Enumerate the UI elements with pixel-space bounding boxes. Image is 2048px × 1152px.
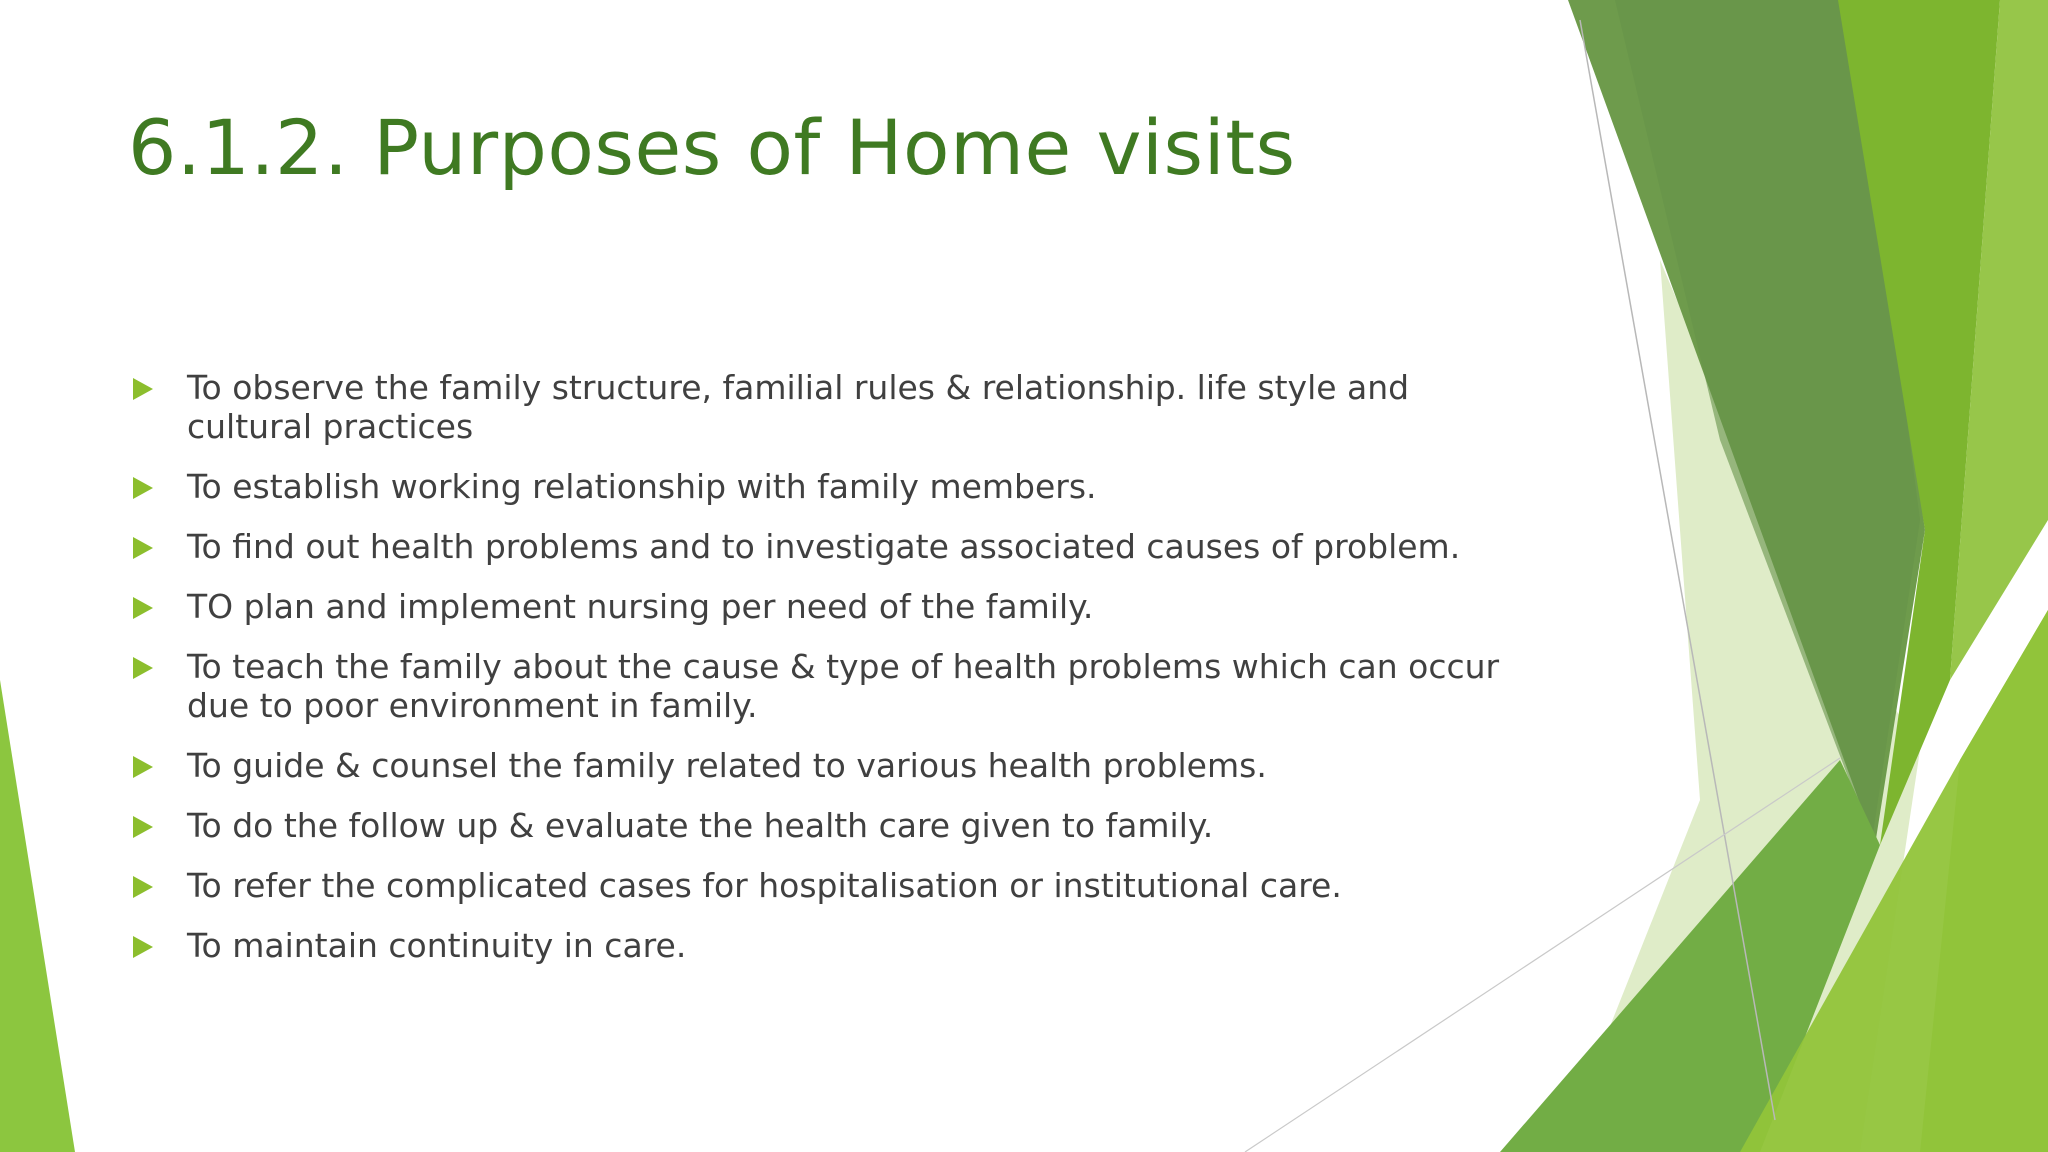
list-item xyxy=(130,866,1500,905)
list-item xyxy=(130,746,1500,785)
bullet-text: To refer the complicated cases for hospitalisation or institutional care. xyxy=(187,866,1342,905)
triangle-right-icon xyxy=(133,756,153,778)
bullet-text: TO plan and implement nursing per need of the family. xyxy=(187,587,1094,626)
triangle-right-icon xyxy=(133,477,153,499)
triangle-right-icon xyxy=(133,597,153,619)
list-item xyxy=(130,467,1500,506)
list-item xyxy=(130,527,1500,566)
list-item xyxy=(130,587,1500,626)
bullet-text: To observe the family structure, familial rules & relationship. life style and cultural practices xyxy=(187,368,1410,446)
bullet-text: To do the follow up & evaluate the health care given to family. xyxy=(187,806,1214,845)
bullet-text: To find out health problems and to investigate associated causes of problem. xyxy=(187,527,1461,566)
list-item xyxy=(130,368,1500,446)
list-item xyxy=(130,926,1500,965)
triangle-right-icon xyxy=(133,537,153,559)
bullet-text: To teach the family about the cause & type of health problems which can occur due to poor environment in family. xyxy=(187,647,1500,725)
list-item xyxy=(130,647,1500,725)
bullet-text: To establish working relationship with family members. xyxy=(187,467,1097,506)
triangle-right-icon xyxy=(133,657,153,679)
bullet-list xyxy=(130,368,1500,986)
slide-title: 6.1.2. Purposes of Home visits xyxy=(128,103,1296,192)
triangle-right-icon xyxy=(133,816,153,838)
left-green-shape xyxy=(0,680,75,1152)
list-item xyxy=(130,806,1500,845)
triangle-right-icon xyxy=(133,936,153,958)
triangle-right-icon xyxy=(133,378,153,400)
triangle-right-icon xyxy=(133,876,153,898)
bullet-text: To maintain continuity in care. xyxy=(187,926,687,965)
bullet-text: To guide & counsel the family related to various health problems. xyxy=(187,746,1267,785)
